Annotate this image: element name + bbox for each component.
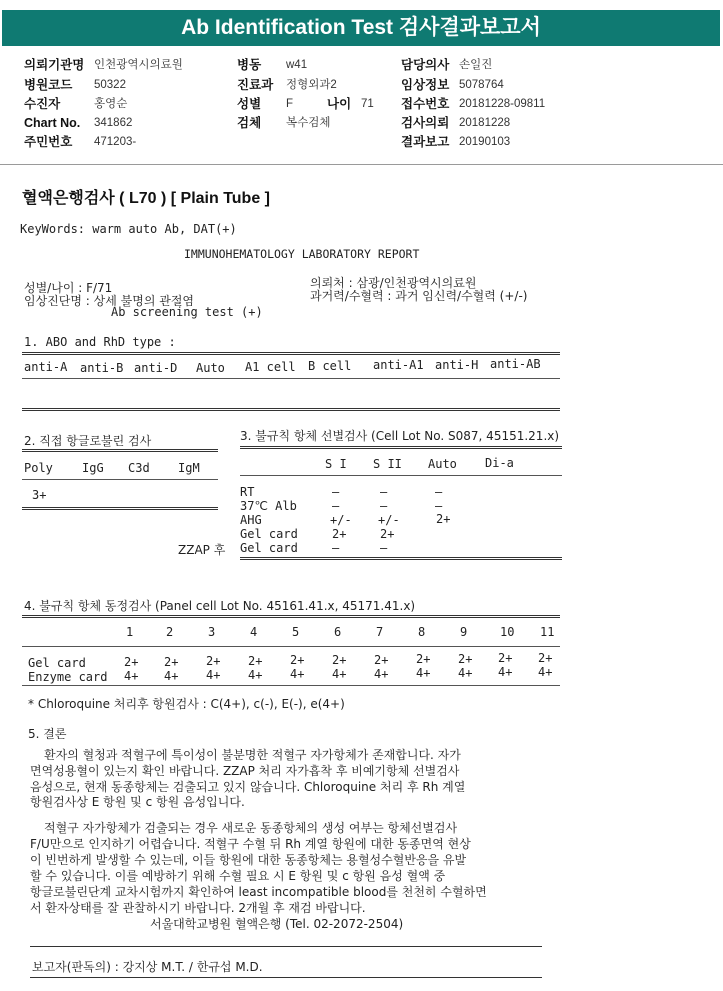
dat-title: 2. 직접 항글로불린 검사	[24, 434, 152, 448]
panel-column-header: 10	[500, 625, 515, 639]
history: 과거력/수혈력 : 과거 임신력/수혈력 (+/-)	[310, 289, 528, 303]
panel-enzyme-label: Enzyme card	[28, 670, 108, 684]
screen-row-label: Gel card	[240, 527, 298, 541]
info-label: 의뢰기관명	[24, 58, 85, 72]
info-label: 검체	[237, 116, 262, 130]
abo-header: anti-H	[435, 358, 479, 372]
info-value: 5078764	[459, 79, 504, 91]
rule	[22, 352, 560, 355]
panel-gel-cell: 2+	[374, 653, 389, 667]
info-label: 진료과	[237, 78, 274, 92]
panel-gel-cell: 2+	[206, 654, 221, 668]
screen-header: S I	[325, 457, 347, 471]
abo-header: anti-D	[134, 361, 178, 375]
info-value: 20181228	[459, 117, 511, 129]
screen-row-label: Gel card	[240, 541, 298, 555]
screen-cell: –	[380, 485, 388, 499]
abo-header: anti-B	[80, 361, 124, 375]
panel-column-header: 7	[376, 625, 384, 639]
panel-enzyme-cell: 4+	[458, 666, 473, 680]
panel-enzyme-cell: 4+	[332, 667, 347, 681]
screen-row-label: AHG	[240, 513, 262, 527]
panel-enzyme-cell: 4+	[164, 669, 179, 683]
panel-enzyme-cell: 4+	[124, 669, 139, 683]
rule	[22, 408, 560, 411]
info-value: 복수검체	[286, 117, 331, 129]
panel-gel-cell: 2+	[164, 655, 179, 669]
info-value: 홍영순	[94, 98, 128, 110]
panel-column-header: 4	[250, 625, 258, 639]
screen-cell: –	[332, 499, 340, 513]
screen-title: 3. 불규칙 항체 선별검사 (Cell Lot No. S087, 45151.21.x)	[240, 429, 560, 443]
conclusion-line: 항글로불린단계 교차시험까지 확인하여 least incompatible blood를 천천히 수혈하면	[30, 885, 487, 899]
screen-row-label: RT	[240, 485, 255, 499]
screen-header: S II	[373, 457, 402, 471]
abo-header: B cell	[308, 359, 352, 373]
title-bar	[0, 0, 723, 52]
info-value-age: 71	[361, 98, 374, 110]
conclusion-line: 서 환자상태를 잘 관찰하시기 바랍니다. 2개월 후 재검 바랍니다.	[30, 901, 366, 915]
conclusion-line: 할 수 있습니다. 이를 예방하기 위해 수혈 필요 시 E 항원 및 c 항원 음성 혈액 중	[30, 869, 446, 883]
screen-cell: +/-	[330, 513, 352, 527]
screen-cell: +/-	[378, 513, 400, 527]
abo-header: Auto	[196, 361, 225, 375]
report-title: Ab Identification Test 검사결과보고서	[2, 10, 720, 46]
dat-header: C3d	[128, 461, 150, 475]
panel-gel-cell: 2+	[458, 652, 473, 666]
info-value: 정형외과2	[286, 79, 337, 91]
dat-value: 3+	[32, 488, 47, 502]
info-label: Chart No.	[24, 116, 81, 130]
info-label: 임상정보	[401, 78, 450, 92]
abo-header: anti-AB	[490, 357, 541, 371]
reporter: 보고자(판독의) : 강지상 M.T. / 한규섭 M.D.	[32, 960, 263, 974]
rule	[30, 977, 542, 978]
screen-cell: –	[332, 541, 340, 555]
info-value: 471203-	[94, 136, 137, 148]
lab-title: IMMUNOHEMATOLOGY LABORATORY REPORT	[184, 247, 420, 261]
chloroquine-result: * Chloroquine 처리후 항원검사 : C(4+), c(-), E(-), e(4+)	[28, 697, 345, 711]
screen-header: Auto	[428, 457, 457, 471]
conclusion-line: 면역성용혈이 있는지 확인 바랍니다. ZZAP 처리 자가흡착 후 비예기항체 선별검사	[30, 764, 460, 778]
rule	[30, 946, 542, 947]
screen-cell: –	[435, 499, 443, 513]
panel-gel-cell: 2+	[124, 655, 139, 669]
conclusion-line: F/U만으로 인지하기 어렵습니다. 적혈구 수혈 뒤 Rh 계열 항원에 대한 동종면역 현상	[30, 837, 471, 851]
scanned-report	[0, 165, 723, 991]
rule	[240, 446, 562, 449]
panel-column-header: 2	[166, 625, 174, 639]
panel-enzyme-cell: 4+	[498, 665, 513, 679]
screen-row-label: 37℃ Alb	[240, 499, 297, 513]
panel-enzyme-cell: 4+	[248, 668, 263, 682]
screen-cell: –	[435, 485, 443, 499]
rule	[240, 475, 562, 476]
info-label: 주민번호	[24, 135, 73, 149]
info-label: 접수번호	[401, 97, 450, 111]
info-value: 손일진	[459, 59, 493, 71]
panel-gel-label: Gel card	[28, 656, 86, 670]
sex-age: 성별/나이 : F/71	[24, 281, 113, 295]
rule	[22, 646, 560, 647]
rule	[240, 557, 562, 560]
panel-enzyme-cell: 4+	[290, 667, 305, 681]
panel-column-header: 8	[418, 625, 426, 639]
zzap-label: ZZAP 후	[178, 543, 226, 557]
diagnosis-cont: Ab screening test (+)	[111, 305, 263, 319]
panel-column-header: 5	[292, 625, 300, 639]
info-value: F	[286, 98, 294, 110]
screen-cell: 2+	[436, 512, 451, 526]
dat-header: IgG	[82, 461, 104, 475]
info-label: 성별	[237, 97, 262, 111]
panel-gel-cell: 2+	[332, 653, 347, 667]
info-value: 인천광역시의료원	[94, 59, 183, 71]
rule	[22, 685, 560, 686]
conclusion-title: 5. 결론	[28, 727, 67, 741]
info-label-age: 나이	[327, 97, 352, 111]
info-label: 결과보고	[401, 135, 450, 149]
info-value: 50322	[94, 79, 126, 91]
info-value: 20181228-09811	[459, 98, 546, 110]
conclusion-line: 적혈구 자가항체가 검출되는 경우 새로운 동종항체의 생성 여부는 항체선별검사	[44, 821, 458, 835]
patient-info-panel	[0, 52, 723, 164]
panel-gel-cell: 2+	[248, 654, 263, 668]
panel-enzyme-cell: 4+	[374, 667, 389, 681]
panel-gel-cell: 2+	[538, 651, 553, 665]
info-label: 병원코드	[24, 78, 73, 92]
abo-header: anti-A1	[373, 358, 424, 372]
signature: 서울대학교병원 혈액은행 (Tel. 02-2072-2504)	[150, 917, 404, 931]
abo-header: anti-A	[24, 360, 68, 374]
abo-title: 1. ABO and RhD type :	[24, 335, 176, 349]
panel-column-header: 11	[540, 625, 555, 639]
screen-cell: 2+	[380, 527, 395, 541]
dat-header: IgM	[178, 461, 200, 475]
screen-cell: –	[380, 541, 388, 555]
screen-cell: 2+	[332, 527, 347, 541]
panel-title: 4. 불규칙 항체 동정검사 (Panel cell Lot No. 45161.41.x, 45171.41.x)	[24, 599, 416, 613]
conclusion-line: 항원검사상 E 항원 및 c 항원 음성입니다.	[30, 795, 245, 809]
screen-cell: –	[332, 485, 340, 499]
info-label: 수진자	[24, 97, 61, 111]
panel-column-header: 3	[208, 625, 216, 639]
report-heading: 혈액은행검사 ( L70 ) [ Plain Tube ]	[22, 190, 271, 207]
abo-header: A1 cell	[245, 360, 296, 374]
screen-header: Di-a	[485, 456, 514, 470]
panel-enzyme-cell: 4+	[206, 668, 221, 682]
panel-column-header: 1	[126, 625, 134, 639]
diagnosis: 임상진단명 : 상세 불명의 관절염	[24, 294, 194, 308]
panel-gel-cell: 2+	[290, 653, 305, 667]
panel-gel-cell: 2+	[498, 651, 513, 665]
conclusion-line: 음성으로, 현재 동종항체는 검출되고 있지 않습니다. Chloroquine 처리 후 Rh 계열	[30, 780, 466, 794]
panel-enzyme-cell: 4+	[538, 665, 553, 679]
rule	[22, 479, 218, 480]
info-value: w41	[286, 59, 308, 71]
panel-gel-cell: 2+	[416, 652, 431, 666]
conclusion-line: 환자의 혈청과 적혈구에 특이성이 불분명한 적혈구 자가항체가 존재합니다. 자가	[44, 748, 461, 762]
screen-cell: –	[380, 499, 388, 513]
keywords: KeyWords: warm auto Ab, DAT(+)	[20, 222, 237, 236]
conclusion-line: 이 빈번하게 발생할 수 있는데, 이들 항원에 대한 동종항체는 용혈성수혈반응을 유발	[30, 853, 467, 867]
info-label: 담당의사	[401, 58, 450, 72]
dat-header: Poly	[24, 461, 53, 475]
rule	[22, 615, 560, 618]
requester: 의뢰처 : 삼광/인천광역시의료원	[310, 276, 477, 290]
rule	[22, 449, 218, 452]
rule	[22, 507, 218, 510]
panel-enzyme-cell: 4+	[416, 666, 431, 680]
info-label: 병동	[237, 58, 262, 72]
panel-column-header: 9	[460, 625, 468, 639]
panel-column-header: 6	[334, 625, 342, 639]
info-label: 검사의뢰	[401, 116, 450, 130]
info-value: 20190103	[459, 136, 511, 148]
info-value: 341862	[94, 117, 133, 129]
rule	[22, 378, 560, 379]
